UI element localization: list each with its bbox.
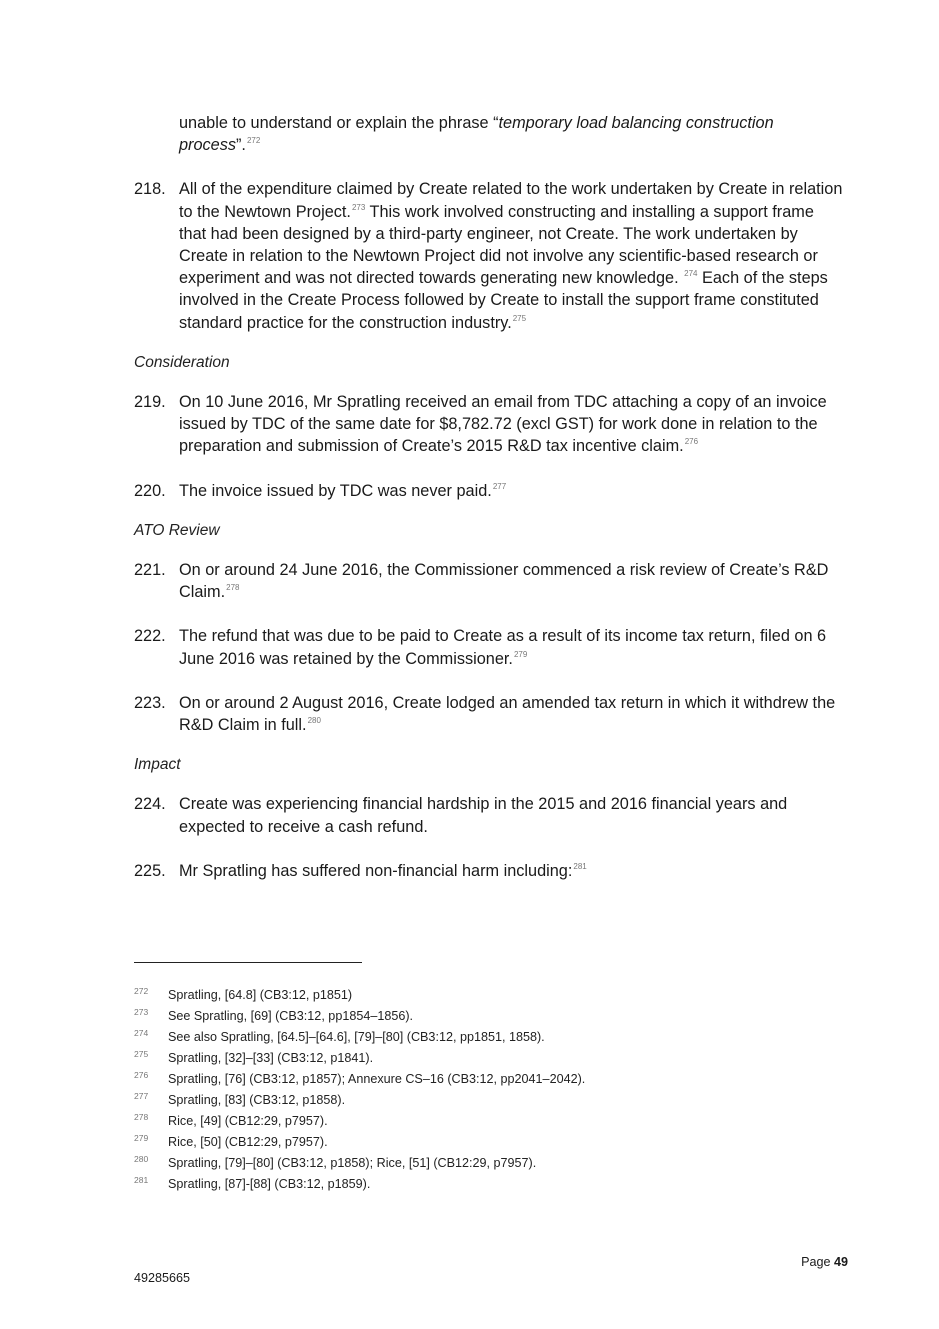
paragraph-text bbox=[179, 625, 844, 669]
text-segment: This work involved constructing and installing a support frame that had been designed by a third-party engineer, not Create. The work undertaken by Create in relation to the Newtown Project did not involve any scientific-based research or experiment and was not directed towards generating new knowledge. bbox=[179, 202, 818, 288]
footnote bbox=[134, 1111, 844, 1132]
footnote-text: Rice, [50] (CB12:29, p7957). bbox=[168, 1135, 328, 1149]
footnote-text: See Spratling, [69] (CB3:12, pp1854–1856). bbox=[168, 1009, 414, 1023]
paragraph-224 bbox=[134, 793, 844, 837]
footnote-text: See also Spratling, [64.5]–[64.6], [79]–[80] (CB3:12, pp1851, 1858). bbox=[168, 1030, 545, 1044]
paragraph-222 bbox=[134, 625, 844, 669]
paragraph-text bbox=[179, 692, 844, 736]
paragraph-text: ”. bbox=[236, 136, 246, 155]
footnote-number: 274 bbox=[134, 1028, 149, 1038]
paragraph-218 bbox=[134, 178, 844, 333]
paragraph-text: unable to understand or explain the phrase “ bbox=[179, 114, 499, 132]
footnote-text: Spratling, [64.8] (CB3:12, p1851) bbox=[168, 988, 353, 1002]
paragraph-number: 223. bbox=[134, 693, 166, 712]
page-label: Page bbox=[801, 1255, 834, 1269]
section-heading-impact: Impact bbox=[134, 756, 181, 774]
paragraph-text bbox=[179, 480, 844, 502]
paragraph-number: 222. bbox=[134, 627, 166, 646]
footnote bbox=[134, 985, 844, 1006]
paragraph-text bbox=[179, 178, 844, 333]
paragraph-text bbox=[179, 391, 844, 458]
body-text bbox=[134, 112, 844, 882]
footnote-ref[interactable]: 278 bbox=[226, 583, 240, 593]
text-segment: On 10 June 2016, Mr Spratling received an email from TDC attaching a copy of an invoice issued by TDC of the same date for $8,782.72 (excl GST) for work done in relation to the preparation and submission of Create’s 2015 R&D tax incentive claim. bbox=[179, 393, 827, 456]
footnote bbox=[134, 1174, 844, 1195]
paragraph-text bbox=[179, 559, 844, 603]
paragraph-number: 220. bbox=[134, 481, 166, 500]
footnote-ref[interactable]: 277 bbox=[492, 481, 507, 491]
text-segment: On or around 2 August 2016, Create lodged an amended tax return in which it withdrew the R&D Claim in full. bbox=[179, 693, 836, 735]
paragraph-number: 218. bbox=[134, 180, 166, 199]
footnote-text: Spratling, [87]-[88] (CB3:12, p1859). bbox=[168, 1177, 371, 1191]
footnote-number: 272 bbox=[134, 986, 149, 996]
footnote-number: 280 bbox=[134, 1154, 149, 1164]
footnote-text: Spratling, [79]–[80] (CB3:12, p1858); Rice, [51] (CB12:29, p7957). bbox=[168, 1156, 537, 1170]
page-number bbox=[801, 1255, 848, 1269]
footnote-number: 279 bbox=[134, 1133, 149, 1143]
footnote-separator bbox=[134, 962, 362, 963]
footnote-ref[interactable]: 281 bbox=[573, 861, 587, 871]
footnote-text: Spratling, [76] (CB3:12, p1857); Annexure CS–16 (CB3:12, pp2041–2042). bbox=[168, 1072, 586, 1086]
footnote-ref[interactable]: 279 bbox=[513, 649, 528, 659]
footnote-text: Spratling, [32]–[33] (CB3:12, p1841). bbox=[168, 1051, 374, 1065]
footnote-text: Spratling, [83] (CB3:12, p1858). bbox=[168, 1093, 346, 1107]
paragraph-number: 224. bbox=[134, 795, 166, 814]
footnotes bbox=[134, 985, 844, 1195]
footnote-number: 276 bbox=[134, 1070, 149, 1080]
text-segment: The refund that was due to be paid to Create as a result of its income tax return, filed on 6 June 2016 was retained by the Commissioner. bbox=[179, 627, 827, 668]
text-segment: All of the expenditure claimed by Create related to the work undertaken by Create in relation to the Newtown Project. bbox=[179, 180, 843, 221]
footnote-text: Rice, [49] (CB12:29, p7957). bbox=[168, 1114, 328, 1128]
text-segment: Mr Spratling has suffered non-financial harm including: bbox=[179, 861, 573, 880]
paragraph-220 bbox=[134, 480, 844, 502]
footnote-ref[interactable]: 275 bbox=[512, 313, 527, 323]
footnote bbox=[134, 1090, 844, 1111]
footnote bbox=[134, 1069, 844, 1090]
footnote-ref[interactable]: 276 bbox=[684, 437, 699, 447]
footnote bbox=[134, 1027, 844, 1048]
footnote-number: 277 bbox=[134, 1091, 149, 1101]
paragraph-225 bbox=[134, 860, 844, 882]
paragraph-217-continuation bbox=[179, 112, 844, 156]
footnote-ref[interactable]: 273 bbox=[351, 202, 366, 212]
footnote bbox=[134, 1006, 844, 1027]
footnote bbox=[134, 1153, 844, 1174]
paragraph-219 bbox=[134, 391, 844, 458]
text-segment: Each of the steps involved in the Create Process followed by Create to install the support frame constituted standard practice for the construction industry. bbox=[179, 269, 828, 332]
text-segment: The invoice issued by TDC was never paid. bbox=[179, 481, 492, 500]
paragraph-number: 221. bbox=[134, 561, 166, 580]
paragraph-number: 219. bbox=[134, 393, 166, 412]
footnote-number: 281 bbox=[134, 1175, 149, 1185]
footnote-number: 273 bbox=[134, 1007, 149, 1017]
quoted-phrase: temporary load balancing construction process bbox=[179, 114, 774, 155]
footnote bbox=[134, 1132, 844, 1153]
footnote bbox=[134, 1048, 844, 1069]
footnote-number: 278 bbox=[134, 1112, 149, 1122]
section-heading-consideration: Consideration bbox=[134, 353, 230, 371]
footnote-ref[interactable]: 272 bbox=[246, 136, 261, 146]
footnote-number: 275 bbox=[134, 1049, 149, 1059]
footnote-ref[interactable]: 280 bbox=[307, 716, 321, 726]
text-segment: On or around 24 June 2016, the Commissioner commenced a risk review of Create’s R&D Claim. bbox=[179, 561, 829, 602]
paragraph-text bbox=[179, 860, 844, 882]
document-id: 49285665 bbox=[134, 1271, 191, 1285]
page-number-value: 49 bbox=[833, 1255, 848, 1269]
paragraph-text: Create was experiencing financial hardship in the 2015 and 2016 financial years and expected to receive a cash refund. bbox=[179, 795, 788, 836]
section-heading-ato-review: ATO Review bbox=[134, 521, 220, 539]
paragraph-221 bbox=[134, 559, 844, 603]
footnote-ref[interactable]: 274 bbox=[684, 269, 698, 279]
paragraph-number: 225. bbox=[134, 861, 166, 880]
paragraph-223 bbox=[134, 692, 844, 736]
